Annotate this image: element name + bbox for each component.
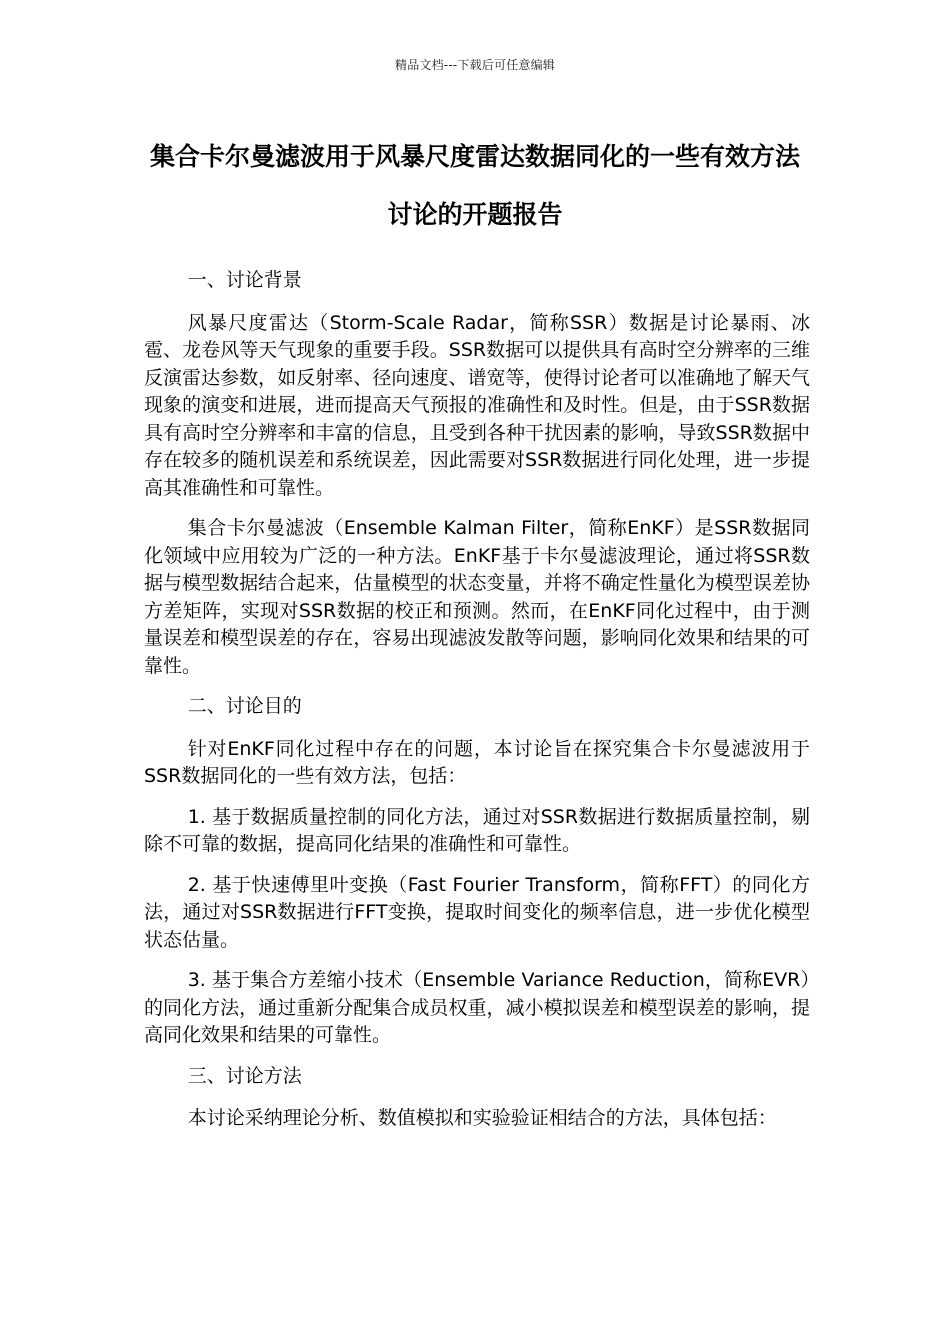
list-item-evr: 3. 基于集合方差缩小技术（Ensemble Variance Reduction，简称EVR）的同化方法，通过重新分配集合成员权重，减小模拟误差和模型误差的影响，提高同化效果和结果的可靠性。	[144, 969, 810, 1046]
document-body	[144, 267, 810, 1146]
list-item-fft: 2. 基于快速傅里叶变换（Fast Fourier Transform，简称FFT）的同化方法，通过对SSR数据进行FFT变换，提取时间变化的频率信息，进一步优化模型状态估量。	[144, 873, 810, 951]
list-item-quality-control: 1. 基于数据质量控制的同化方法，通过对SSR数据进行数据质量控制，剔除不可靠的数据，提高同化结果的准确性和可靠性。	[144, 805, 810, 855]
paragraph-enkf-intro: 集合卡尔曼滤波（Ensemble Kalman Filter，简称EnKF）是SSR数据同化领域中应用较为广泛的一种方法。EnKF基于卡尔曼滤波理论，通过将SSR数据与模型数据结合起来，估量模型的状态变量，并将不确定性量化为模型误差协方差矩阵，实现对SSR数据的校正和预测。然而，在EnKF同化过程中，由于测量误差和模型误差的存在，容易出现滤波发散等问题，影响同化效果和结果的可靠性。	[144, 517, 810, 677]
paragraph-purpose-intro: 针对EnKF同化过程中存在的问题，本讨论旨在探究集合卡尔曼滤波用于SSR数据同化的一些有效方法，包括：	[144, 737, 810, 787]
section-heading-background: 一、讨论背景	[187, 269, 302, 291]
page-header-note: 精品文档---下载后可任意编辑	[395, 58, 555, 72]
section-heading-methods: 三、讨论方法	[187, 1064, 302, 1087]
paragraph-methods-intro: 本讨论采纳理论分析、数值模拟和实验验证相结合的方法，具体包括：	[187, 1107, 777, 1129]
section-heading-purpose: 二、讨论目的	[187, 695, 302, 717]
document-title: 集合卡尔曼滤波用于风暴尺度雷达数据同化的一些有效方法讨论的开题报告	[149, 142, 800, 229]
paragraph-ssr-background: 风暴尺度雷达（Storm-Scale Radar，简称SSR）数据是讨论暴雨、冰雹、龙卷风等天气现象的重要手段。SSR数据可以提供具有高时空分辨率的三维反演雷达参数，如反射率、径向速度、谱宽等，使得讨论者可以准确地了解天气现象的演变和进展，进而提高天气预报的准确性和及时性。但是，由于SSR数据具有高时空分辨率和丰富的信息，且受到各种干扰因素的影响，导致SSR数据中存在较多的随机误差和系统误差，因此需要对SSR数据进行同化处理，进一步提高其准确性和可靠性。	[144, 311, 810, 499]
